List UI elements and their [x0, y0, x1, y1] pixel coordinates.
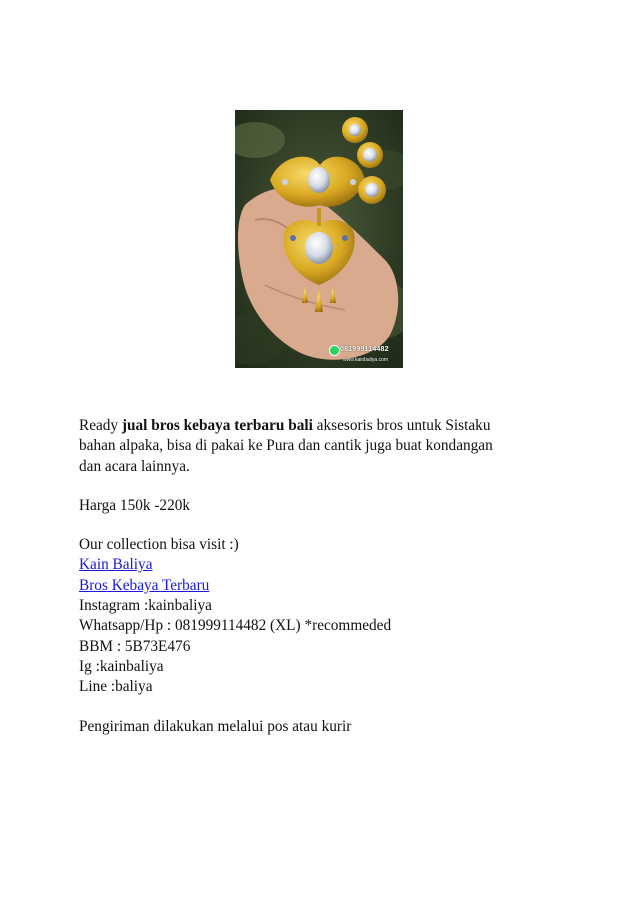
bbm-text: BBM : 5B73E476	[79, 637, 191, 655]
intro-suffix: aksesoris bros untuk Sistaku	[312, 417, 491, 434]
whatsapp-text: Whatsapp/Hp : 081999114482 (XL) *recommeded	[79, 617, 392, 635]
document-body	[79, 416, 559, 756]
shipping-text: Pengiriman dilakukan melalui pos atau kurir	[79, 717, 352, 735]
intro-line-2: bahan alpaka, bisa di pakai ke Pura dan cantik juga buat kondangan	[79, 437, 493, 455]
bros-kebaya-link[interactable]: Bros Kebaya Terbaru	[79, 576, 210, 594]
watermark-site: www.kainbaliya.com	[343, 357, 389, 363]
price-paragraph	[79, 496, 559, 516]
brooch-hand-illustration	[235, 110, 403, 368]
contact-paragraph	[79, 535, 559, 697]
intro-line-3: dan acara lainnya.	[79, 457, 190, 475]
ig-text: Ig :kainbaliya	[79, 657, 164, 675]
intro-keyword: jual bros kebaya terbaru bali	[121, 417, 313, 434]
intro-line-1	[79, 416, 559, 436]
kain-baliya-link[interactable]: Kain Baliya	[79, 556, 153, 574]
instagram-text: Instagram :kainbaliya	[79, 597, 212, 615]
intro-paragraph	[79, 416, 559, 477]
line-text: Line :baliya	[79, 678, 153, 696]
watermark-phone: 081999114482	[340, 346, 389, 353]
price-text: Harga 150k -220k	[79, 496, 191, 514]
intro-prefix: Ready	[79, 417, 122, 434]
whatsapp-icon	[329, 345, 340, 356]
collection-heading: Our collection bisa visit :)	[79, 536, 239, 554]
product-photo	[235, 110, 403, 368]
shipping-paragraph	[79, 717, 559, 737]
